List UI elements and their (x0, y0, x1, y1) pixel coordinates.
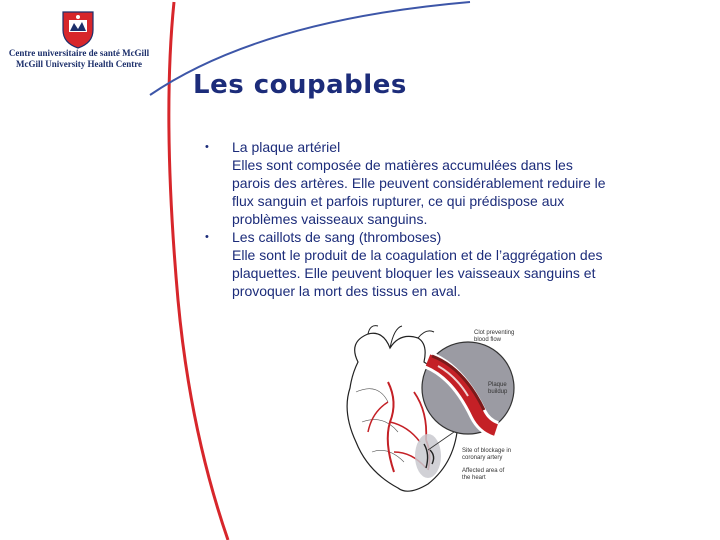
bullet-item-thrombosis (198, 228, 668, 300)
heart-illustration (328, 322, 524, 498)
bullet-list (198, 138, 668, 300)
label-area: Affected area of the heart (462, 468, 505, 481)
bullet-heading: Les caillots de sang (thromboses) (232, 229, 442, 245)
shield-emblem-icon (60, 10, 96, 50)
bullet-text-line: flux sanguin et parfois rupturer, ce qui prédispose aux (232, 193, 565, 209)
bullet-item-plaque (198, 138, 668, 228)
bullet-heading: La plaque artériel (232, 139, 341, 155)
organization-name (0, 48, 158, 70)
bullet-dot: • (205, 141, 209, 153)
org-name-english: McGill University Health Centre (15, 59, 143, 69)
slide-title: Les coupables (193, 70, 407, 100)
label-plaque: Plaque buildup (488, 382, 508, 395)
org-name-french: Centre universitaire de santé McGill (8, 48, 150, 58)
bullet-text-line: plaquettes. Elle peuvent bloquer les vaisseaux sanguins et (232, 265, 596, 281)
label-clot: Clot preventing blood flow (474, 330, 515, 343)
bullet-text-line: Elles sont composée de matières accumulées dans les (232, 157, 573, 173)
bullet-dot: • (205, 231, 209, 243)
bullet-text-line: provoquer la mort des tissus en aval. (232, 283, 461, 299)
label-site: Site of blockage in coronary artery (462, 448, 512, 461)
bullet-text-line: Elle sont le produit de la coagulation et de l’aggrégation des (232, 247, 603, 263)
bullet-text-line: parois des artères. Elle peuvent considérablement reduire le (232, 175, 606, 191)
bullet-text-line: problèmes vaisseaux sanguins. (232, 211, 428, 227)
